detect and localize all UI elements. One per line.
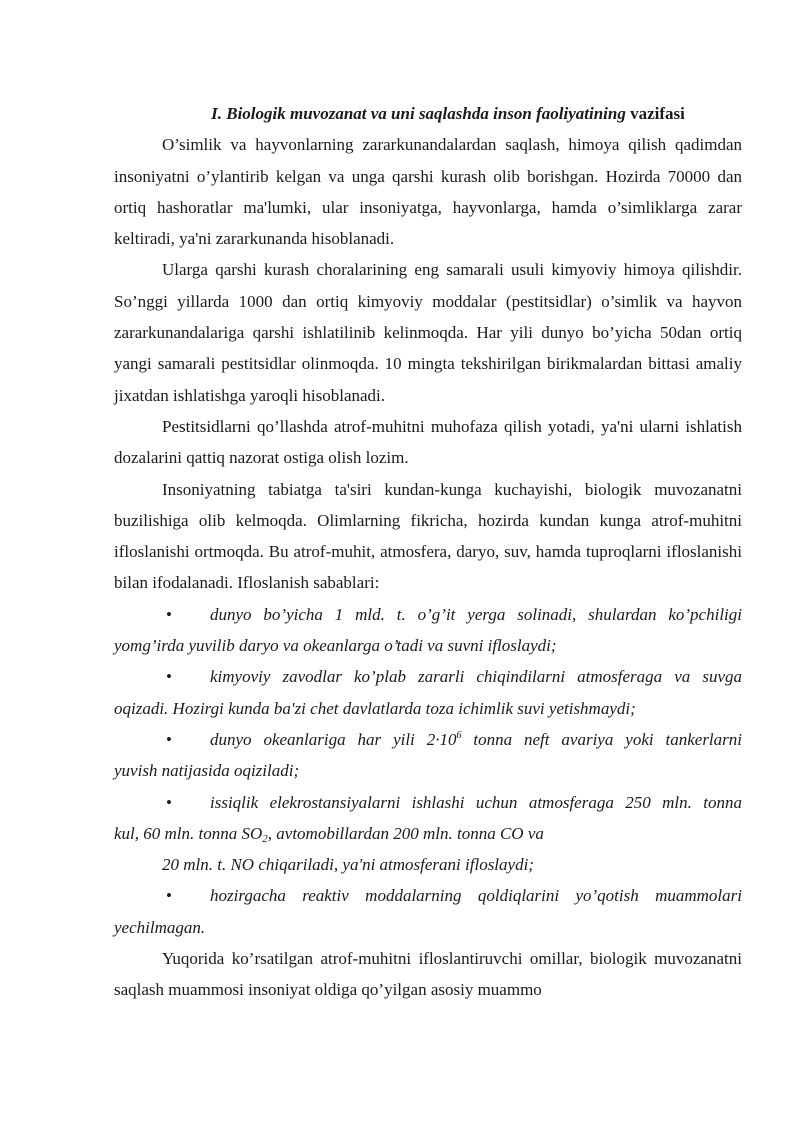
bullet-3-rest: yuvish natijasida oqiziladi; (114, 761, 300, 781)
closing-paragraph: Yuqorida ko’rsatilgan atrof-muhitni ifloslantiruvchi omillar, biologik muvozanatni saqlash muammosi insoniyat oldiga qo’yilgan asosiy muammo (114, 949, 742, 1000)
bullet-item-5 (114, 880, 742, 943)
bullet-5-rest: yechilmagan. (114, 917, 206, 937)
bullet-4-extra: 20 mln. t. NO chiqariladi, ya'ni atmosferani ifloslaydi; (162, 855, 534, 875)
section-title (114, 98, 742, 129)
bullet-icon: • (166, 729, 172, 749)
bullet-4-rest-a: kul, 60 mln. tonna SO (114, 823, 263, 843)
bullet-icon: • (166, 792, 172, 812)
bullet-3-superscript: 6 (456, 729, 462, 741)
bullet-3-first-b: tonna neft avariya yoki tankerlarni (461, 729, 742, 749)
bullet-item-4 (114, 787, 742, 850)
bullet-2-first: kimyoviy zavodlar ko’plab zararli chiqindilarni atmosferaga va suvga (210, 667, 742, 687)
bullet-5-first: hozirgacha reaktiv moddalarning qoldiqlarini yo’qotish muammolari (210, 886, 742, 906)
bullet-3-first-a: dunyo okeanlariga har yili 2·10 (210, 729, 457, 749)
paragraph-1: O’simlik va hayvonlarning zararkunandalardan saqlash, himoya qilish qadimdan insoniyatni o’ylantirib kelgan va unga qarshi kurash olib borishgan. Hozirda 70000 dan ortiq hashoratlar ma'lumki, ular insoniyatga, hayvonlarga, hamda o’simliklarga zarar keltiradi, ya'ni zararkunanda hisoblanadi. (114, 135, 742, 249)
bullet-icon: • (166, 667, 172, 687)
section-title-italic: I. Biologik muvozanat va uni saqlashda inson faoliyatining (211, 104, 626, 123)
section-title-plain: vazifasi (630, 104, 685, 123)
bullet-4-rest-b: , avtomobillardan 200 mln. tonna CO va (267, 823, 544, 843)
document-page (114, 98, 742, 1006)
bullet-1-rest: yomg’irda yuvilib daryo va okeanlarga o’tadi va suvni ifloslaydi; (114, 636, 557, 656)
bullet-1-first: dunyo bo’yicha 1 mld. t. o’g’it yerga solinadi, shulardan ko’pchiligi (210, 604, 742, 624)
bullet-item-2 (114, 661, 742, 724)
bullet-icon: • (166, 604, 172, 624)
bullet-icon: • (166, 886, 172, 906)
bullet-item-1 (114, 599, 742, 662)
paragraph-4: Insoniyatning tabiatga ta'siri kundan-kunga kuchayishi, biologik muvozanatni buzilishiga olib kelmoqda. Olimlarning fikricha, hozirda kundan kunga atrof-muhitni ifloslanishi ortmoqda. Bu atrof-muhit, atmosfera, daryo, suv, hamda tuproqlarni ifloslanishi bilan ifodalanadi. Ifloslanish sabablari: (114, 479, 742, 593)
bullet-item-3 (114, 724, 742, 787)
bullet-4-subscript: 2 (262, 832, 268, 845)
bullet-2-rest: oqizadi. Hozirgi kunda ba'zi chet davlatlarda toza ichimlik suvi yetishmaydi; (114, 698, 636, 718)
paragraph-2: Ularga qarshi kurash choralarining eng samarali usuli kimyoviy himoya qilishdir. So’nggi yillarda 1000 dan ortiq kimyoviy moddalar (pestitsidlar) o’simlik va hayvon zararkunandalariga qarshi ishlatilinib kelinmoqda. Har yili dunyo bo’yicha 50dan ortiq yangi samarali pestitsidlar olinmoqda. 10 mingta tekshirilgan birikmalardan bittasi amaliy jixatdan ishlatishga yaroqli hisoblanadi. (114, 260, 742, 405)
bullet-4-first: issiqlik elekrostansiyalarni ishlashi uchun atmosferaga 250 mln. tonna (210, 792, 742, 812)
paragraph-3: Pestitsidlarni qo’llashda atrof-muhitni muhofaza qilish yotadi, ya'ni ularni ishlatish dozalarini qattiq nazorat ostiga olish lozim. (114, 416, 742, 468)
